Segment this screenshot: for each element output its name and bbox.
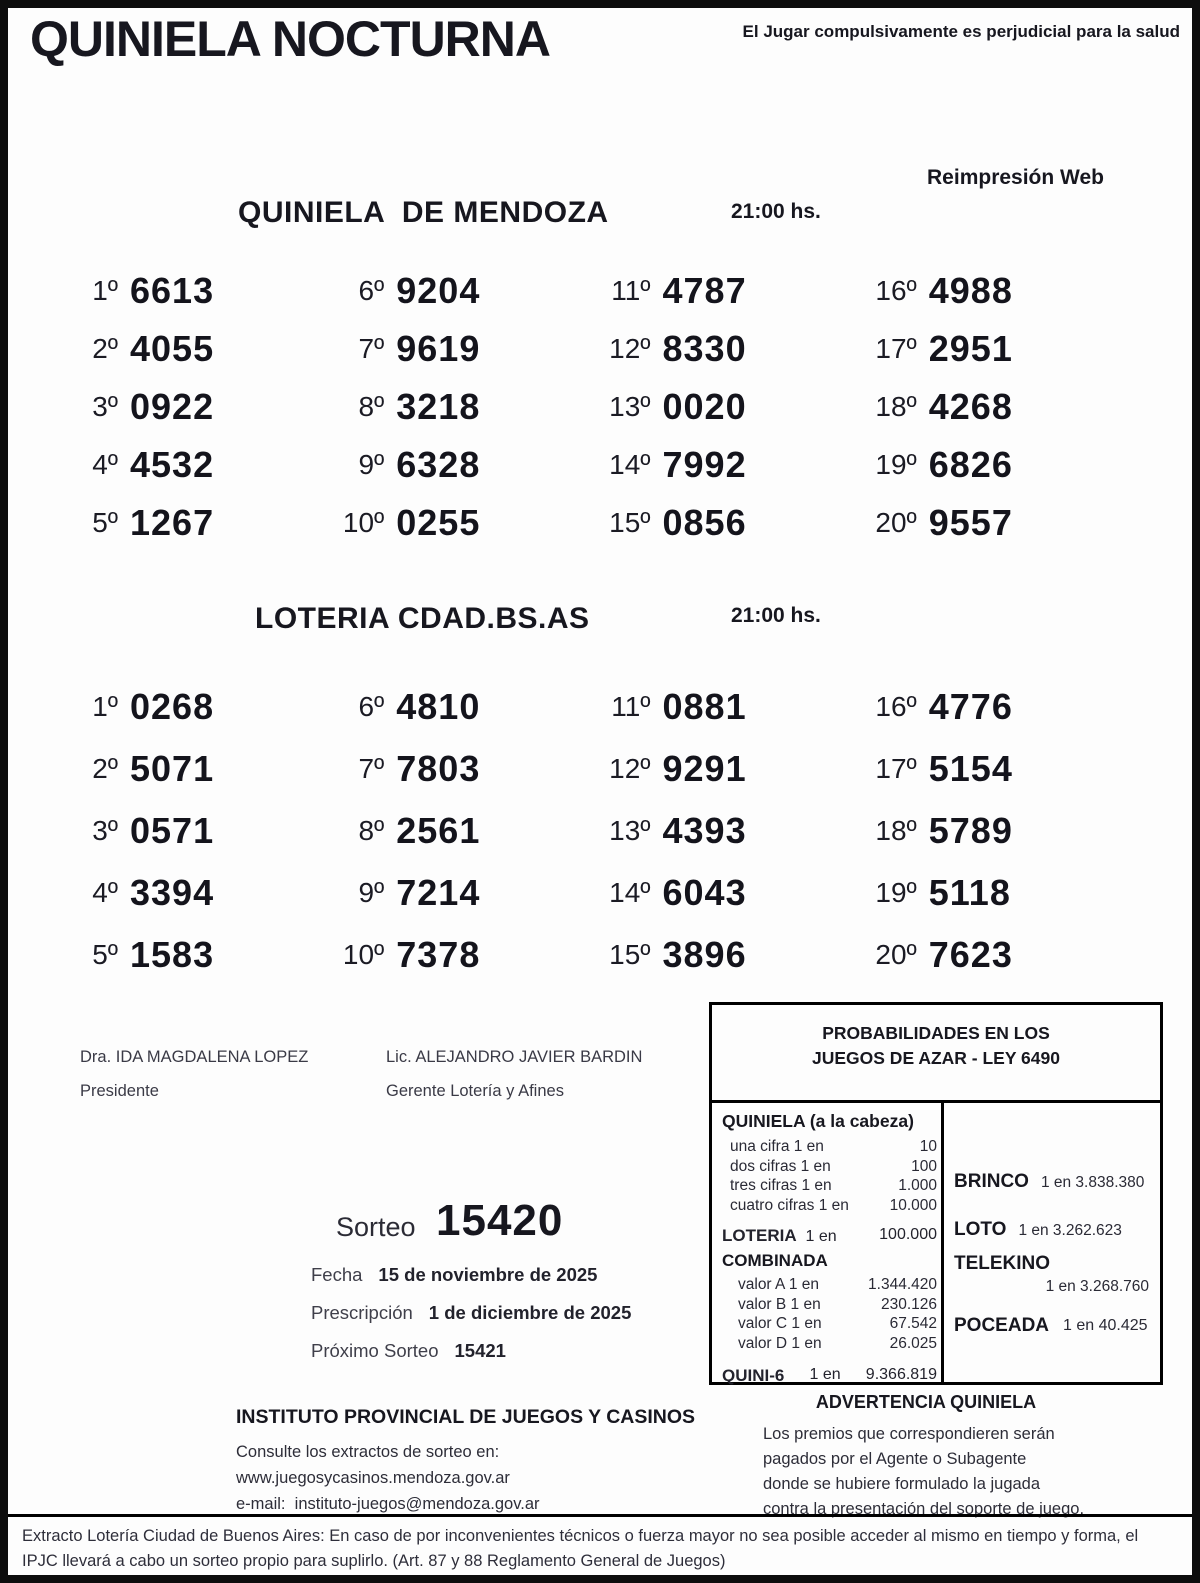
- institute-name: INSTITUTO PROVINCIAL DE JUEGOS Y CASINOS: [236, 1406, 696, 1428]
- prescripcion-row: [311, 1302, 631, 1324]
- prob-row-tres-cifras: tres cifras 1 en 1.000: [730, 1177, 937, 1194]
- fecha-label: Fecha: [311, 1264, 363, 1285]
- prob-row-valor-b: valor B 1 en 230.126: [738, 1295, 937, 1313]
- probabilities-body: [712, 1103, 1160, 1385]
- result-number: 0020: [662, 386, 747, 427]
- result-position: 8º: [358, 815, 385, 846]
- result-position: 5º: [92, 507, 118, 538]
- result-number: 9619: [396, 328, 481, 369]
- result-cell: [306, 320, 572, 378]
- result-number: 0881: [662, 686, 747, 727]
- prescripcion-value: 1 de diciembre de 2025: [428, 1302, 632, 1323]
- result-number: 7992: [662, 444, 747, 485]
- institute-block: [236, 1404, 695, 1517]
- draw-time-mendoza: 21:00 hs.: [731, 200, 821, 223]
- result-number: 6826: [928, 444, 1013, 485]
- result-position: 11º: [611, 275, 651, 306]
- result-cell: [573, 924, 839, 986]
- result-cell: [573, 378, 839, 436]
- quiniela-header: QUINIELA (a la cabeza): [722, 1111, 914, 1131]
- result-cell: [40, 738, 306, 800]
- probabilities-title-line2: JUEGOS DE AZAR - LEY 6490: [812, 1048, 1060, 1068]
- proximo-sorteo-row: [311, 1340, 506, 1362]
- fecha-value: 15 de noviembre de 2025: [378, 1264, 598, 1285]
- result-number: 5789: [928, 810, 1013, 851]
- signatory-manager: [386, 1048, 642, 1101]
- result-cell: [839, 800, 1105, 862]
- prescripcion-label: Prescripción: [311, 1302, 413, 1323]
- result-position: 16º: [875, 691, 917, 722]
- result-cell: [839, 738, 1105, 800]
- result-position: 8º: [358, 391, 385, 422]
- result-position: 15º: [609, 507, 651, 538]
- result-number: 4055: [130, 328, 215, 369]
- result-position: 20º: [875, 939, 917, 970]
- result-position: 4º: [92, 877, 118, 908]
- result-position: 10º: [342, 939, 385, 970]
- result-cell: [40, 800, 306, 862]
- result-position: 12º: [609, 753, 651, 784]
- result-position: 13º: [609, 815, 651, 846]
- result-position: 6º: [358, 691, 385, 722]
- result-cell: [306, 862, 572, 924]
- result-position: 19º: [875, 877, 917, 908]
- result-cell: [40, 378, 306, 436]
- result-number: 6613: [130, 270, 215, 311]
- result-cell: [573, 862, 839, 924]
- result-cell: [40, 862, 306, 924]
- result-cell: [306, 494, 572, 552]
- result-cell: [306, 378, 572, 436]
- result-number: 3896: [662, 934, 747, 975]
- result-cell: [839, 676, 1105, 738]
- result-number: 5154: [928, 748, 1013, 789]
- result-number: 2561: [396, 810, 481, 851]
- result-position: 17º: [875, 333, 917, 364]
- result-number: 0856: [662, 502, 747, 543]
- game-poceada: POCEADA 1 en 40.425: [954, 1315, 1148, 1336]
- result-cell: [306, 738, 572, 800]
- result-position: 20º: [875, 507, 917, 538]
- signatory-role: Presidente: [80, 1082, 159, 1100]
- prob-row-dos-cifras: dos cifras 1 en 100: [730, 1157, 937, 1175]
- result-cell: [839, 494, 1105, 552]
- prob-row-valor-d: valor D 1 en 26.025: [738, 1334, 937, 1352]
- draw-heading-mendoza: QUINIELA DE MENDOZA: [238, 196, 609, 229]
- advertencia-line: Los premios que correspondieren serán: [763, 1425, 1055, 1443]
- result-position: 5º: [92, 939, 118, 970]
- result-position: 18º: [875, 391, 917, 422]
- result-number: 9204: [396, 270, 481, 311]
- result-position: 7º: [358, 333, 385, 364]
- prob-row-valor-c: valor C 1 en 67.542: [738, 1315, 937, 1332]
- result-cell: [839, 320, 1105, 378]
- prob-row-quini6: QUINI-6 1 en 9.366.819: [722, 1366, 937, 1385]
- sorteo-label: Sorteo: [336, 1212, 416, 1242]
- probabilities-right-column: [944, 1103, 1160, 1385]
- result-number: 1267: [130, 502, 215, 543]
- result-number: 4532: [130, 444, 215, 485]
- result-position: 19º: [875, 449, 917, 480]
- result-position: 13º: [609, 391, 651, 422]
- result-number: 0922: [130, 386, 215, 427]
- institute-consult-line: Consulte los extractos de sorteo en:: [236, 1443, 500, 1461]
- result-position: 3º: [92, 391, 118, 422]
- result-position: 3º: [92, 815, 118, 846]
- result-number: 7214: [396, 872, 481, 913]
- game-loto: LOTO 1 en 3.262.623: [954, 1219, 1122, 1240]
- result-position: 2º: [92, 333, 118, 364]
- result-cell: [306, 262, 572, 320]
- footer-note: Extracto Lotería Ciudad de Buenos Aires: En caso de por inconvenientes técnicos o fuerza mayor no sea posible acceder al mismo en tiempo y forma, el IPJC llevará a cabo un sorteo propio para suplirlo. (Art. 87 y 88 Reglamento General de Juegos): [8, 1514, 1192, 1575]
- advertencia-title: ADVERTENCIA QUINIELA: [815, 1392, 1037, 1412]
- proximo-value: 15421: [454, 1340, 506, 1361]
- prob-row-valor-a: valor A 1 en 1.344.420: [738, 1276, 937, 1293]
- page-title: QUINIELA NOCTURNA: [30, 11, 551, 67]
- result-cell: [573, 320, 839, 378]
- result-cell: [573, 676, 839, 738]
- result-cell: [573, 262, 839, 320]
- result-position: 9º: [358, 877, 385, 908]
- result-cell: [839, 378, 1105, 436]
- institute-website: www.juegosycasinos.mendoza.gov.ar: [236, 1469, 510, 1487]
- results-grid-mendoza: [40, 262, 1105, 552]
- result-position: 18º: [875, 815, 917, 846]
- draw-heading-bsas: LOTERIA CDAD.BS.AS: [255, 602, 590, 635]
- result-cell: [40, 262, 306, 320]
- result-cell: [40, 924, 306, 986]
- signatory-name: Dra. IDA MAGDALENA LOPEZ: [80, 1048, 309, 1066]
- probabilities-title-line1: PROBABILIDADES EN LOS: [822, 1023, 1050, 1043]
- result-number: 2951: [928, 328, 1013, 369]
- result-number: 3218: [396, 386, 481, 427]
- result-position: 9º: [358, 449, 385, 480]
- results-grid-bsas: [40, 676, 1105, 986]
- probabilities-left-column: [712, 1103, 944, 1385]
- institute-email: e-mail: instituto-juegos@mendoza.gov.ar: [236, 1495, 540, 1513]
- result-cell: [839, 862, 1105, 924]
- advertencia-block: [726, 1392, 1126, 1522]
- result-number: 0255: [396, 502, 481, 543]
- result-number: 7623: [928, 934, 1013, 975]
- result-number: 4776: [928, 686, 1013, 727]
- result-position: 11º: [611, 691, 651, 722]
- game-telekino: TELEKINO 1 en 3.268.760: [954, 1253, 1149, 1295]
- result-cell: [839, 924, 1105, 986]
- result-position: 1º: [92, 691, 118, 722]
- result-number: 6328: [396, 444, 481, 485]
- result-number: 8330: [662, 328, 747, 369]
- draw-time-bsas: 21:00 hs.: [731, 604, 821, 627]
- signatory-role: Gerente Lotería y Afines: [386, 1082, 564, 1100]
- result-cell: [40, 494, 306, 552]
- prob-row-cuatro-cifras: cuatro cifras 1 en 10.000: [730, 1196, 937, 1214]
- result-number: 0571: [130, 810, 215, 851]
- result-number: 5118: [928, 872, 1011, 913]
- result-position: 14º: [609, 877, 651, 908]
- result-number: 5071: [130, 748, 215, 789]
- result-position: 17º: [875, 753, 917, 784]
- result-cell: [40, 320, 306, 378]
- combinada-header: COMBINADA: [722, 1251, 828, 1270]
- prob-row-una-cifra: una cifra 1 en 10: [730, 1138, 937, 1155]
- result-position: 14º: [609, 449, 651, 480]
- result-position: 2º: [92, 753, 118, 784]
- result-cell: [306, 924, 572, 986]
- proximo-label: Próximo Sorteo: [311, 1340, 439, 1361]
- result-cell: [306, 800, 572, 862]
- result-number: 9557: [928, 502, 1013, 543]
- result-position: 16º: [875, 275, 917, 306]
- result-cell: [306, 676, 572, 738]
- result-cell: [839, 262, 1105, 320]
- result-cell: [306, 436, 572, 494]
- advertencia-line: pagados por el Agente o Subagente: [763, 1450, 1027, 1468]
- result-cell: [573, 436, 839, 494]
- result-number: 4810: [396, 686, 481, 727]
- result-position: 10º: [342, 507, 385, 538]
- probabilities-box: [709, 1002, 1163, 1385]
- result-position: 12º: [609, 333, 651, 364]
- game-brinco: BRINCO 1 en 3.838.380: [954, 1171, 1145, 1192]
- result-number: 4268: [928, 386, 1013, 427]
- result-number: 1583: [130, 934, 215, 975]
- result-position: 6º: [358, 275, 385, 306]
- result-number: 4787: [662, 270, 747, 311]
- result-position: 4º: [92, 449, 118, 480]
- result-cell: [839, 436, 1105, 494]
- result-number: 3394: [130, 872, 215, 913]
- probabilities-title: [712, 1005, 1160, 1103]
- result-number: 7378: [396, 934, 481, 975]
- result-cell: [573, 800, 839, 862]
- result-number: 7803: [396, 748, 481, 789]
- result-number: 0268: [130, 686, 215, 727]
- signatory-president: [80, 1048, 308, 1101]
- reprint-web-label: Reimpresión Web: [927, 166, 1104, 189]
- advertencia-line: donde se hubiere formulado la jugada: [763, 1475, 1041, 1493]
- result-cell: [573, 738, 839, 800]
- signatory-name: Lic. ALEJANDRO JAVIER BARDIN: [386, 1048, 643, 1066]
- result-number: 4393: [662, 810, 747, 851]
- fecha-row: [311, 1264, 597, 1286]
- result-cell: [40, 436, 306, 494]
- advertencia-text: [726, 1422, 1126, 1522]
- result-position: 1º: [92, 275, 118, 306]
- result-position: 7º: [358, 753, 385, 784]
- result-number: 9291: [662, 748, 747, 789]
- result-position: 15º: [609, 939, 651, 970]
- result-number: 4988: [928, 270, 1013, 311]
- health-warning-text: El Jugar compulsivamente es perjudicial para la salud: [742, 22, 1180, 41]
- result-number: 6043: [662, 872, 747, 913]
- result-cell: [573, 494, 839, 552]
- result-cell: [40, 676, 306, 738]
- prob-row-loteria: LOTERIA 1 en 100.000: [722, 1226, 937, 1245]
- advertencia-line: contra la presentación del soporte de juego.: [763, 1500, 1085, 1518]
- sorteo-number: 15420: [436, 1196, 564, 1245]
